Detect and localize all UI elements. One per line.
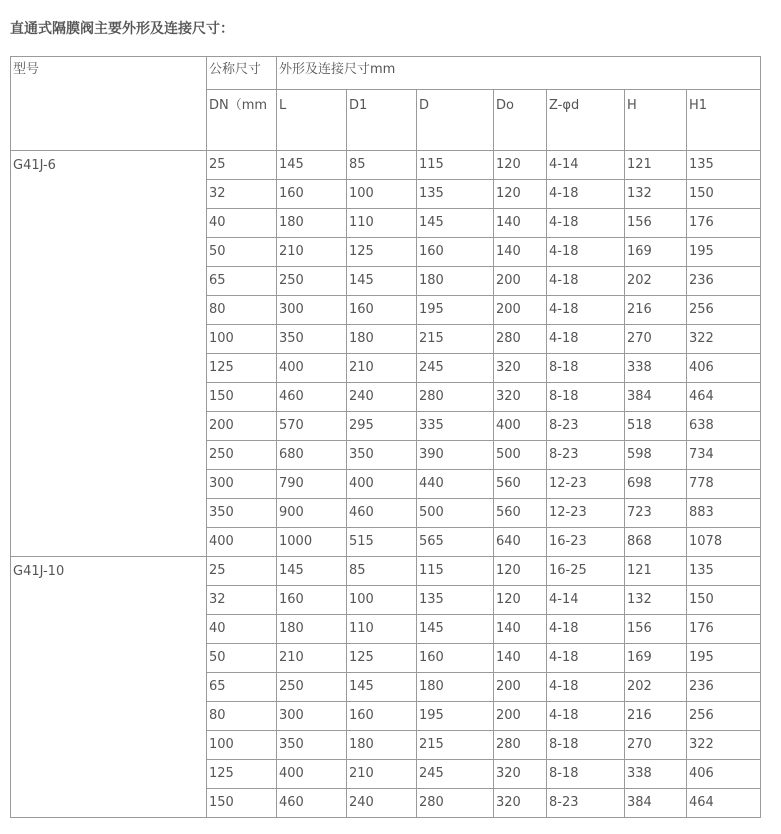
dimension-cell: 598: [625, 441, 687, 470]
dimension-cell: 400: [494, 412, 547, 441]
dimension-cell: 120: [494, 586, 547, 615]
dimension-cell: 883: [687, 499, 761, 528]
dimension-cell: 515: [347, 528, 417, 557]
dimension-cell: 320: [494, 383, 547, 412]
dimension-cell: 8-18: [547, 731, 625, 760]
dimension-cell: 400: [347, 470, 417, 499]
page-title: 直通式隔膜阀主要外形及连接尺寸：: [10, 21, 234, 37]
dimensions-table: [10, 56, 761, 818]
dimension-cell: 270: [625, 325, 687, 354]
dn-cell: 25: [207, 151, 277, 180]
dimension-cell: 640: [494, 528, 547, 557]
dimension-cell: 698: [625, 470, 687, 499]
dimension-cell: 245: [417, 354, 494, 383]
dimension-cell: 145: [347, 673, 417, 702]
dimension-cell: 195: [417, 296, 494, 325]
dimension-cell: 150: [687, 180, 761, 209]
dimension-cell: 195: [687, 644, 761, 673]
dimension-cell: 280: [417, 789, 494, 818]
dimension-cell: 100: [347, 180, 417, 209]
dn-cell: 350: [207, 499, 277, 528]
dimension-cell: 270: [625, 731, 687, 760]
dn-cell: 65: [207, 267, 277, 296]
dimension-cell: 135: [687, 557, 761, 586]
dimension-cell: 125: [347, 644, 417, 673]
dimension-cell: 160: [347, 702, 417, 731]
header-nominal-size: 公称尺寸: [207, 57, 277, 90]
dimension-cell: 335: [417, 412, 494, 441]
dn-cell: 32: [207, 586, 277, 615]
dimension-cell: 565: [417, 528, 494, 557]
dimension-cell: 8-18: [547, 383, 625, 412]
dimension-cell: 4-18: [547, 615, 625, 644]
dn-cell: 100: [207, 731, 277, 760]
dimension-cell: 240: [347, 789, 417, 818]
dimension-cell: 200: [494, 296, 547, 325]
dimension-cell: 195: [417, 702, 494, 731]
dn-cell: 250: [207, 441, 277, 470]
dimension-cell: 120: [494, 557, 547, 586]
dimension-cell: 156: [625, 209, 687, 238]
header-col-d1: D1: [347, 90, 417, 151]
dimension-cell: 140: [494, 209, 547, 238]
dimension-cell: 250: [277, 673, 347, 702]
dimension-cell: 338: [625, 760, 687, 789]
dimension-cell: 384: [625, 789, 687, 818]
dn-cell: 50: [207, 644, 277, 673]
dimension-cell: 145: [417, 615, 494, 644]
dimension-cell: 245: [417, 760, 494, 789]
dimension-cell: 150: [687, 586, 761, 615]
dimension-cell: 350: [277, 731, 347, 760]
dimension-cell: 140: [494, 615, 547, 644]
dimension-cell: 100: [347, 586, 417, 615]
header-col-z-phi-d: Z-φd: [547, 90, 625, 151]
header-row-1: [11, 57, 761, 90]
dimension-cell: 202: [625, 267, 687, 296]
dimension-cell: 85: [347, 151, 417, 180]
dn-cell: 125: [207, 760, 277, 789]
dimension-cell: 210: [347, 354, 417, 383]
dimension-cell: 85: [347, 557, 417, 586]
dimension-cell: 156: [625, 615, 687, 644]
dimension-cell: 8-18: [547, 354, 625, 383]
dimension-cell: 145: [347, 267, 417, 296]
dimension-cell: 250: [277, 267, 347, 296]
dimension-cell: 322: [687, 731, 761, 760]
dimension-cell: 215: [417, 325, 494, 354]
dimension-cell: 400: [277, 354, 347, 383]
dimension-cell: 110: [347, 209, 417, 238]
dimension-cell: 121: [625, 151, 687, 180]
dimension-cell: 115: [417, 151, 494, 180]
header-model: 型号: [11, 57, 207, 151]
dimension-cell: 4-18: [547, 673, 625, 702]
dimension-cell: 734: [687, 441, 761, 470]
dimension-cell: 1078: [687, 528, 761, 557]
dimension-cell: 350: [347, 441, 417, 470]
dn-cell: 200: [207, 412, 277, 441]
dimension-cell: 518: [625, 412, 687, 441]
dimension-cell: 460: [277, 789, 347, 818]
dimension-cell: 295: [347, 412, 417, 441]
dimension-cell: 180: [277, 615, 347, 644]
dimension-cell: 790: [277, 470, 347, 499]
dimension-cell: 160: [417, 644, 494, 673]
dimension-cell: 723: [625, 499, 687, 528]
dimension-cell: 464: [687, 789, 761, 818]
model-cell: G41J-10: [11, 557, 207, 818]
dimension-cell: 4-18: [547, 702, 625, 731]
dimension-cell: 210: [347, 760, 417, 789]
dimension-cell: 200: [494, 267, 547, 296]
dimension-cell: 236: [687, 267, 761, 296]
header-col-h1: H1: [687, 90, 761, 151]
dimension-cell: 300: [277, 702, 347, 731]
dimension-cell: 160: [277, 180, 347, 209]
dimension-cell: 115: [417, 557, 494, 586]
table-row: [11, 557, 761, 586]
dimension-cell: 300: [277, 296, 347, 325]
dimension-cell: 4-18: [547, 267, 625, 296]
dimension-cell: 215: [417, 731, 494, 760]
dimension-cell: 8-23: [547, 441, 625, 470]
model-cell: G41J-6: [11, 151, 207, 557]
dimension-cell: 560: [494, 499, 547, 528]
dimension-cell: 4-14: [547, 586, 625, 615]
dimension-cell: 180: [347, 731, 417, 760]
dimension-cell: 216: [625, 296, 687, 325]
dimension-cell: 280: [494, 325, 547, 354]
dimension-cell: 240: [347, 383, 417, 412]
dimension-cell: 135: [417, 180, 494, 209]
dimension-cell: 406: [687, 354, 761, 383]
dimension-cell: 4-18: [547, 209, 625, 238]
header-col-d: D: [417, 90, 494, 151]
dn-cell: 400: [207, 528, 277, 557]
dimension-cell: 145: [417, 209, 494, 238]
dimension-cell: 145: [277, 151, 347, 180]
dimension-cell: 500: [417, 499, 494, 528]
dimension-cell: 280: [494, 731, 547, 760]
header-dimensions: 外形及连接尺寸mm: [277, 57, 761, 90]
dn-cell: 150: [207, 789, 277, 818]
dimension-cell: 216: [625, 702, 687, 731]
dimension-cell: 464: [687, 383, 761, 412]
dimension-cell: 8-23: [547, 789, 625, 818]
dimension-cell: 256: [687, 702, 761, 731]
dimension-cell: 460: [347, 499, 417, 528]
dimension-cell: 868: [625, 528, 687, 557]
table-row: [11, 151, 761, 180]
dimension-cell: 1000: [277, 528, 347, 557]
dimension-cell: 638: [687, 412, 761, 441]
dimension-cell: 390: [417, 441, 494, 470]
dimension-cell: 210: [277, 238, 347, 267]
dimension-cell: 176: [687, 615, 761, 644]
dimension-cell: 125: [347, 238, 417, 267]
dn-cell: 300: [207, 470, 277, 499]
dimension-cell: 4-18: [547, 296, 625, 325]
dimension-cell: 140: [494, 644, 547, 673]
dimension-cell: 180: [417, 267, 494, 296]
dimension-cell: 120: [494, 151, 547, 180]
dimension-cell: 406: [687, 760, 761, 789]
dimension-cell: 400: [277, 760, 347, 789]
dimension-cell: 338: [625, 354, 687, 383]
dimension-cell: 135: [417, 586, 494, 615]
header-col-do: Do: [494, 90, 547, 151]
dimension-cell: 4-18: [547, 644, 625, 673]
dimension-cell: 350: [277, 325, 347, 354]
dimension-cell: 169: [625, 644, 687, 673]
dimension-cell: 180: [417, 673, 494, 702]
dn-cell: 32: [207, 180, 277, 209]
dimension-cell: 8-23: [547, 412, 625, 441]
dimension-cell: 322: [687, 325, 761, 354]
dimension-cell: 169: [625, 238, 687, 267]
dn-cell: 80: [207, 702, 277, 731]
dimension-cell: 560: [494, 470, 547, 499]
dimension-cell: 384: [625, 383, 687, 412]
dimension-cell: 202: [625, 673, 687, 702]
dimension-cell: 256: [687, 296, 761, 325]
dimension-cell: 778: [687, 470, 761, 499]
dimension-cell: 16-25: [547, 557, 625, 586]
dimension-cell: 900: [277, 499, 347, 528]
dimension-cell: 320: [494, 789, 547, 818]
dimension-cell: 460: [277, 383, 347, 412]
dn-cell: 80: [207, 296, 277, 325]
dimension-cell: 160: [347, 296, 417, 325]
header-col-l: L: [277, 90, 347, 151]
dimension-cell: 4-18: [547, 325, 625, 354]
dn-cell: 65: [207, 673, 277, 702]
dimension-cell: 140: [494, 238, 547, 267]
dimension-cell: 176: [687, 209, 761, 238]
dn-cell: 100: [207, 325, 277, 354]
dimension-cell: 236: [687, 673, 761, 702]
dimension-cell: 200: [494, 673, 547, 702]
dimension-cell: 160: [417, 238, 494, 267]
header-col-h: H: [625, 90, 687, 151]
dimension-cell: 180: [277, 209, 347, 238]
dimension-cell: 145: [277, 557, 347, 586]
dimension-cell: 16-23: [547, 528, 625, 557]
table-body: [11, 57, 761, 818]
dimension-cell: 320: [494, 760, 547, 789]
dimension-cell: 160: [277, 586, 347, 615]
dimension-cell: 440: [417, 470, 494, 499]
dimension-cell: 121: [625, 557, 687, 586]
dimension-cell: 4-14: [547, 151, 625, 180]
dn-cell: 25: [207, 557, 277, 586]
dimension-cell: 12-23: [547, 499, 625, 528]
dimension-cell: 320: [494, 354, 547, 383]
dimension-cell: 135: [687, 151, 761, 180]
dimension-cell: 180: [347, 325, 417, 354]
dimension-cell: 4-18: [547, 180, 625, 209]
dn-cell: 40: [207, 209, 277, 238]
dn-cell: 50: [207, 238, 277, 267]
header-dn: DN（mm: [207, 90, 277, 151]
dimension-cell: 680: [277, 441, 347, 470]
dn-cell: 125: [207, 354, 277, 383]
dimension-cell: 4-18: [547, 238, 625, 267]
dimension-cell: 195: [687, 238, 761, 267]
dimension-cell: 200: [494, 702, 547, 731]
dimension-cell: 132: [625, 180, 687, 209]
dimension-cell: 500: [494, 441, 547, 470]
dn-cell: 150: [207, 383, 277, 412]
dimension-cell: 570: [277, 412, 347, 441]
dimension-cell: 8-18: [547, 760, 625, 789]
dimension-cell: 280: [417, 383, 494, 412]
dimension-cell: 110: [347, 615, 417, 644]
dimension-cell: 12-23: [547, 470, 625, 499]
dimension-cell: 210: [277, 644, 347, 673]
dimension-cell: 120: [494, 180, 547, 209]
dn-cell: 40: [207, 615, 277, 644]
dimension-cell: 132: [625, 586, 687, 615]
